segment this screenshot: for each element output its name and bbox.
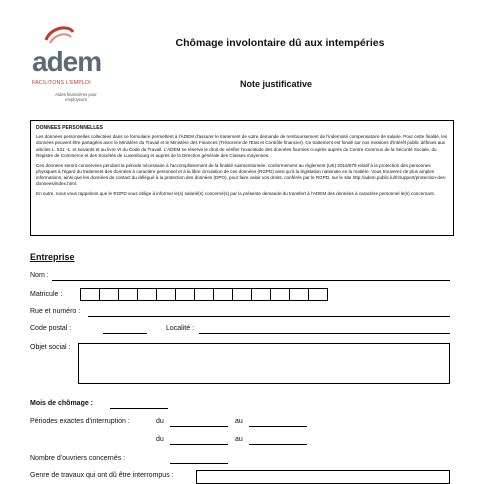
privacy-notice [30, 120, 454, 236]
matricule-cell[interactable] [194, 288, 214, 301]
genre-travaux-field[interactable] [196, 470, 450, 484]
matricule-cell[interactable] [270, 288, 290, 301]
matricule-cell[interactable] [156, 288, 176, 301]
page-title: Chômage involontaire dû aux intempéries [175, 37, 385, 49]
matricule-field[interactable] [81, 288, 328, 301]
matricule-cell[interactable] [175, 288, 195, 301]
periodes-label: Périodes exactes d'interruption : [30, 418, 130, 425]
logo-swirl-icon [42, 22, 76, 48]
logo-tagline: FACILITONS L'EMPLOI [32, 80, 91, 86]
logo-subline: Aides financières pour employeurs [55, 92, 97, 102]
matricule-cell[interactable] [213, 288, 233, 301]
matricule-cell[interactable] [99, 288, 119, 301]
nb-ouvriers-label: Nombre d'ouvriers concernés : [30, 455, 126, 462]
periode-2-du-field[interactable] [170, 444, 228, 445]
localite-label: Localité : [166, 325, 195, 332]
genre-travaux-label: Genre de travaux qui ont dû être interrompus : [30, 472, 174, 479]
page-subtitle: Note justificative [240, 79, 313, 89]
nom-field[interactable] [52, 280, 450, 281]
periode-2-au-label: au [235, 436, 243, 443]
localite-field[interactable] [199, 333, 450, 334]
code-postal-label: Code postal : [30, 325, 72, 332]
periode-2-du-label: du [156, 436, 164, 443]
rue-field[interactable] [88, 316, 450, 317]
matricule-cell[interactable] [80, 288, 100, 301]
matricule-cell[interactable] [251, 288, 271, 301]
mois-label: Mois de chômage : [30, 400, 94, 407]
periode-2-au-field[interactable] [249, 444, 307, 445]
code-postal-field[interactable] [103, 333, 147, 334]
matricule-cell[interactable] [289, 288, 309, 301]
matricule-cell[interactable] [308, 288, 328, 301]
matricule-cell[interactable] [137, 288, 157, 301]
rue-label: Rue et numéro : [30, 308, 81, 315]
section-entreprise-heading: Entreprise [30, 252, 75, 262]
periode-1-au-label: au [235, 418, 243, 425]
periode-1-du-field[interactable] [170, 426, 228, 427]
nom-label: Nom : [30, 272, 49, 279]
logo-wordmark: adem [32, 46, 102, 77]
matricule-cell[interactable] [118, 288, 138, 301]
periode-1-au-field[interactable] [249, 426, 307, 427]
mois-field[interactable] [110, 408, 168, 409]
privacy-paragraph-3: En outre, nous vous rappelons que le RGPD vous oblige à informer le(s) salarié(s) concerné(s) par la présente demande du transfert à l'ADEM des données à caractère personnel le(s) concernant. [36, 190, 435, 196]
nb-ouvriers-field[interactable] [170, 463, 228, 464]
periode-1-du-label: du [156, 418, 164, 425]
privacy-paragraph-2: Ces données seront conservées pendant la période nécessaire à l'accomplissement de la finalité susmentionnée, conformément au règlement (UE) 2016/679 relatif à la protection des personnes physiques à l'égard du traitement des données à caractère personnel et à la libre circulation de ces données (RGPD) ainsi qu'à la législation nationale en la matière. Vous trouverez de plus amples informations, ainsi que les données de contact du délégué à la protection des données (DPO), pour faire valoir vos droits, conférés par le RGPD, sur le site http://adem.public.lu/fr/support/protection-des-donnees/index.html. [36, 162, 447, 187]
matricule-label: Matricule : [30, 291, 63, 298]
objet-social-label: Objet social : [30, 344, 71, 351]
matricule-cell[interactable] [232, 288, 252, 301]
privacy-heading: DONNEES PERSONNELLES [36, 125, 103, 131]
objet-social-field[interactable] [78, 343, 450, 384]
privacy-paragraph-1: Les données personnelles collectées dans ce formulaire permettent à l'ADEM d'assurer le traitement de votre demande de remboursement de l'indemnité compensatoire de salaire. Pour cette finalité, les données peuvent être partagées avec le Ministère du Travail et le Ministère des Finances (Trésorerie de l'Etat et Contrôle financier). Ce traitement est fondé sur nos missions d'intérêt public définies aux articles L. 531 -1. et suivants et au livre VI du Code du Travail. L'ADEM se réserve le droit de vérifier l'exactitude des données fournies ci-après auprès du Centre Commun de la Sécurité Sociale, du Registre de Commerce et des Sociétés de Luxembourg et auprès de la Direction générale des Classes moyennes. [36, 134, 448, 158]
